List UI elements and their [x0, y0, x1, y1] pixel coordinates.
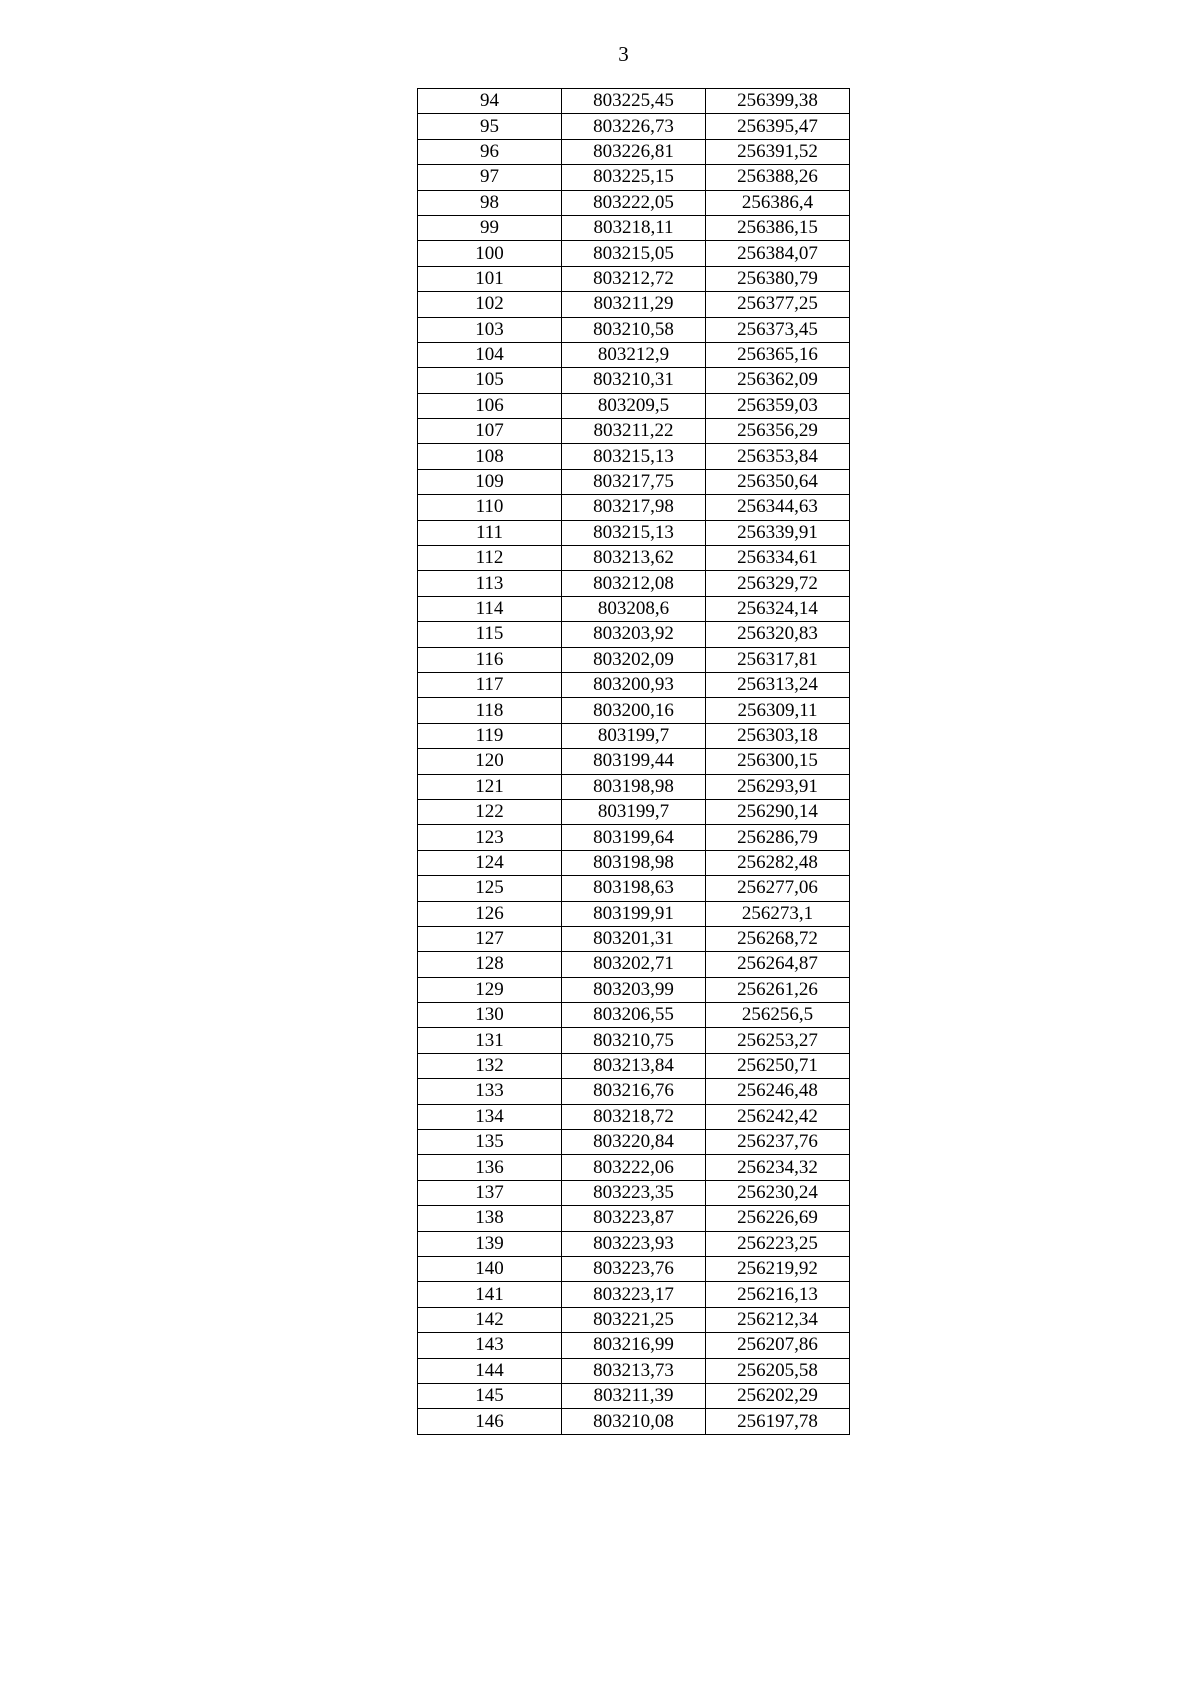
- x-coordinate-cell: 803213,62: [562, 546, 706, 571]
- x-coordinate-cell: 803206,55: [562, 1003, 706, 1028]
- y-coordinate-cell: 256290,14: [706, 799, 850, 824]
- x-coordinate-cell: 803212,9: [562, 342, 706, 367]
- page-number: 3: [618, 42, 629, 66]
- x-coordinate-cell: 803212,08: [562, 571, 706, 596]
- x-coordinate-cell: 803215,05: [562, 241, 706, 266]
- y-coordinate-cell: 256286,79: [706, 825, 850, 850]
- x-coordinate-cell: 803199,91: [562, 901, 706, 926]
- x-coordinate-cell: 803203,99: [562, 977, 706, 1002]
- y-coordinate-cell: 256273,1: [706, 901, 850, 926]
- table-row: [418, 698, 850, 723]
- y-coordinate-cell: 256293,91: [706, 774, 850, 799]
- x-coordinate-cell: 803217,75: [562, 469, 706, 494]
- table-row: [418, 393, 850, 418]
- point-number-cell: 142: [418, 1307, 562, 1332]
- y-coordinate-cell: 256277,06: [706, 876, 850, 901]
- table-row: [418, 1155, 850, 1180]
- x-coordinate-cell: 803217,98: [562, 495, 706, 520]
- point-number-cell: 140: [418, 1256, 562, 1281]
- point-number-cell: 114: [418, 596, 562, 621]
- y-coordinate-cell: 256197,78: [706, 1409, 850, 1434]
- point-number-cell: 98: [418, 190, 562, 215]
- point-number-cell: 130: [418, 1003, 562, 1028]
- table-row: [418, 1079, 850, 1104]
- y-coordinate-cell: 256216,13: [706, 1282, 850, 1307]
- point-number-cell: 112: [418, 546, 562, 571]
- table-row: [418, 1003, 850, 1028]
- x-coordinate-cell: 803218,11: [562, 215, 706, 240]
- y-coordinate-cell: 256362,09: [706, 368, 850, 393]
- x-coordinate-cell: 803211,22: [562, 419, 706, 444]
- point-number-cell: 103: [418, 317, 562, 342]
- point-number-cell: 129: [418, 977, 562, 1002]
- y-coordinate-cell: 256353,84: [706, 444, 850, 469]
- table-row: [418, 799, 850, 824]
- x-coordinate-cell: 803210,58: [562, 317, 706, 342]
- x-coordinate-cell: 803203,92: [562, 622, 706, 647]
- point-number-cell: 136: [418, 1155, 562, 1180]
- y-coordinate-cell: 256320,83: [706, 622, 850, 647]
- x-coordinate-cell: 803210,08: [562, 1409, 706, 1434]
- table-row: [418, 977, 850, 1002]
- y-coordinate-cell: 256324,14: [706, 596, 850, 621]
- x-coordinate-cell: 803213,84: [562, 1053, 706, 1078]
- table-row: [418, 876, 850, 901]
- x-coordinate-cell: 803211,29: [562, 292, 706, 317]
- x-coordinate-cell: 803226,73: [562, 114, 706, 139]
- point-number-cell: 143: [418, 1333, 562, 1358]
- y-coordinate-cell: 256202,29: [706, 1383, 850, 1408]
- y-coordinate-cell: 256359,03: [706, 393, 850, 418]
- x-coordinate-cell: 803202,09: [562, 647, 706, 672]
- point-number-cell: 124: [418, 850, 562, 875]
- y-coordinate-cell: 256242,42: [706, 1104, 850, 1129]
- point-number-cell: 138: [418, 1206, 562, 1231]
- x-coordinate-cell: 803210,75: [562, 1028, 706, 1053]
- y-coordinate-cell: 256391,52: [706, 139, 850, 164]
- x-coordinate-cell: 803225,15: [562, 165, 706, 190]
- table-row: [418, 571, 850, 596]
- x-coordinate-cell: 803198,98: [562, 774, 706, 799]
- point-number-cell: 100: [418, 241, 562, 266]
- table-row: [418, 165, 850, 190]
- table-row: [418, 1028, 850, 1053]
- y-coordinate-cell: 256219,92: [706, 1256, 850, 1281]
- point-number-cell: 137: [418, 1180, 562, 1205]
- x-coordinate-cell: 803199,7: [562, 799, 706, 824]
- point-number-cell: 139: [418, 1231, 562, 1256]
- x-coordinate-cell: 803216,99: [562, 1333, 706, 1358]
- point-number-cell: 115: [418, 622, 562, 647]
- x-coordinate-cell: 803216,76: [562, 1079, 706, 1104]
- point-number-cell: 141: [418, 1282, 562, 1307]
- table-row: [418, 1358, 850, 1383]
- y-coordinate-cell: 256313,24: [706, 672, 850, 697]
- y-coordinate-cell: 256399,38: [706, 89, 850, 114]
- table-row: [418, 1282, 850, 1307]
- x-coordinate-cell: 803199,44: [562, 749, 706, 774]
- point-number-cell: 121: [418, 774, 562, 799]
- x-coordinate-cell: 803210,31: [562, 368, 706, 393]
- table-row: [418, 850, 850, 875]
- point-number-cell: 144: [418, 1358, 562, 1383]
- x-coordinate-cell: 803220,84: [562, 1130, 706, 1155]
- y-coordinate-cell: 256226,69: [706, 1206, 850, 1231]
- x-coordinate-cell: 803218,72: [562, 1104, 706, 1129]
- point-number-cell: 106: [418, 393, 562, 418]
- x-coordinate-cell: 803223,35: [562, 1180, 706, 1205]
- y-coordinate-cell: 256230,24: [706, 1180, 850, 1205]
- table-row: [418, 444, 850, 469]
- y-coordinate-cell: 256212,34: [706, 1307, 850, 1332]
- table-row: [418, 1409, 850, 1434]
- point-number-cell: 132: [418, 1053, 562, 1078]
- point-number-cell: 120: [418, 749, 562, 774]
- y-coordinate-cell: 256384,07: [706, 241, 850, 266]
- table-row: [418, 342, 850, 367]
- y-coordinate-cell: 256334,61: [706, 546, 850, 571]
- point-number-cell: 107: [418, 419, 562, 444]
- x-coordinate-cell: 803212,72: [562, 266, 706, 291]
- table-row: [418, 89, 850, 114]
- y-coordinate-cell: 256253,27: [706, 1028, 850, 1053]
- table-row: [418, 825, 850, 850]
- table-row: [418, 749, 850, 774]
- table-row: [418, 139, 850, 164]
- point-number-cell: 123: [418, 825, 562, 850]
- y-coordinate-cell: 256256,5: [706, 1003, 850, 1028]
- table-row: [418, 1053, 850, 1078]
- table-row: [418, 672, 850, 697]
- point-number-cell: 94: [418, 89, 562, 114]
- table-row: [418, 1256, 850, 1281]
- x-coordinate-cell: 803201,31: [562, 926, 706, 951]
- x-coordinate-cell: 803223,76: [562, 1256, 706, 1281]
- table-row: [418, 368, 850, 393]
- y-coordinate-cell: 256234,32: [706, 1155, 850, 1180]
- table-row: [418, 774, 850, 799]
- y-coordinate-cell: 256246,48: [706, 1079, 850, 1104]
- x-coordinate-cell: 803215,13: [562, 520, 706, 545]
- point-number-cell: 104: [418, 342, 562, 367]
- y-coordinate-cell: 256282,48: [706, 850, 850, 875]
- x-coordinate-cell: 803222,05: [562, 190, 706, 215]
- table-row: [418, 1180, 850, 1205]
- point-number-cell: 97: [418, 165, 562, 190]
- y-coordinate-cell: 256317,81: [706, 647, 850, 672]
- table-row: [418, 292, 850, 317]
- point-number-cell: 99: [418, 215, 562, 240]
- coordinates-table: [417, 88, 850, 1435]
- table-row: [418, 1307, 850, 1332]
- table-row: [418, 215, 850, 240]
- x-coordinate-cell: 803223,17: [562, 1282, 706, 1307]
- point-number-cell: 122: [418, 799, 562, 824]
- x-coordinate-cell: 803198,63: [562, 876, 706, 901]
- point-number-cell: 135: [418, 1130, 562, 1155]
- y-coordinate-cell: 256207,86: [706, 1333, 850, 1358]
- x-coordinate-cell: 803222,06: [562, 1155, 706, 1180]
- y-coordinate-cell: 256344,63: [706, 495, 850, 520]
- y-coordinate-cell: 256380,79: [706, 266, 850, 291]
- table-row: [418, 190, 850, 215]
- y-coordinate-cell: 256250,71: [706, 1053, 850, 1078]
- point-number-cell: 96: [418, 139, 562, 164]
- table-row: [418, 647, 850, 672]
- x-coordinate-cell: 803200,16: [562, 698, 706, 723]
- table-row: [418, 469, 850, 494]
- x-coordinate-cell: 803223,93: [562, 1231, 706, 1256]
- y-coordinate-cell: 256395,47: [706, 114, 850, 139]
- point-number-cell: 133: [418, 1079, 562, 1104]
- y-coordinate-cell: 256350,64: [706, 469, 850, 494]
- y-coordinate-cell: 256339,91: [706, 520, 850, 545]
- x-coordinate-cell: 803199,64: [562, 825, 706, 850]
- coordinates-table-body: [418, 89, 850, 1435]
- table-row: [418, 1231, 850, 1256]
- x-coordinate-cell: 803209,5: [562, 393, 706, 418]
- point-number-cell: 102: [418, 292, 562, 317]
- point-number-cell: 131: [418, 1028, 562, 1053]
- table-row: [418, 952, 850, 977]
- y-coordinate-cell: 256223,25: [706, 1231, 850, 1256]
- table-row: [418, 1383, 850, 1408]
- y-coordinate-cell: 256386,15: [706, 215, 850, 240]
- table-row: [418, 622, 850, 647]
- x-coordinate-cell: 803198,98: [562, 850, 706, 875]
- point-number-cell: 95: [418, 114, 562, 139]
- x-coordinate-cell: 803200,93: [562, 672, 706, 697]
- point-number-cell: 134: [418, 1104, 562, 1129]
- point-number-cell: 118: [418, 698, 562, 723]
- x-coordinate-cell: 803225,45: [562, 89, 706, 114]
- y-coordinate-cell: 256356,29: [706, 419, 850, 444]
- table-row: [418, 723, 850, 748]
- table-row: [418, 241, 850, 266]
- x-coordinate-cell: 803213,73: [562, 1358, 706, 1383]
- table-row: [418, 419, 850, 444]
- point-number-cell: 126: [418, 901, 562, 926]
- point-number-cell: 105: [418, 368, 562, 393]
- point-number-cell: 101: [418, 266, 562, 291]
- point-number-cell: 111: [418, 520, 562, 545]
- table-row: [418, 1104, 850, 1129]
- point-number-cell: 125: [418, 876, 562, 901]
- x-coordinate-cell: 803215,13: [562, 444, 706, 469]
- table-row: [418, 1206, 850, 1231]
- x-coordinate-cell: 803208,6: [562, 596, 706, 621]
- point-number-cell: 117: [418, 672, 562, 697]
- table-row: [418, 266, 850, 291]
- x-coordinate-cell: 803226,81: [562, 139, 706, 164]
- table-row: [418, 926, 850, 951]
- table-row: [418, 520, 850, 545]
- point-number-cell: 116: [418, 647, 562, 672]
- x-coordinate-cell: 803211,39: [562, 1383, 706, 1408]
- table-row: [418, 1130, 850, 1155]
- y-coordinate-cell: 256237,76: [706, 1130, 850, 1155]
- table-row: [418, 114, 850, 139]
- table-row: [418, 495, 850, 520]
- y-coordinate-cell: 256268,72: [706, 926, 850, 951]
- y-coordinate-cell: 256386,4: [706, 190, 850, 215]
- point-number-cell: 128: [418, 952, 562, 977]
- y-coordinate-cell: 256329,72: [706, 571, 850, 596]
- y-coordinate-cell: 256309,11: [706, 698, 850, 723]
- y-coordinate-cell: 256264,87: [706, 952, 850, 977]
- point-number-cell: 110: [418, 495, 562, 520]
- table-row: [418, 317, 850, 342]
- table-row: [418, 546, 850, 571]
- x-coordinate-cell: 803223,87: [562, 1206, 706, 1231]
- y-coordinate-cell: 256300,15: [706, 749, 850, 774]
- point-number-cell: 145: [418, 1383, 562, 1408]
- point-number-cell: 108: [418, 444, 562, 469]
- point-number-cell: 113: [418, 571, 562, 596]
- y-coordinate-cell: 256205,58: [706, 1358, 850, 1383]
- point-number-cell: 119: [418, 723, 562, 748]
- y-coordinate-cell: 256261,26: [706, 977, 850, 1002]
- table-row: [418, 596, 850, 621]
- y-coordinate-cell: 256365,16: [706, 342, 850, 367]
- point-number-cell: 109: [418, 469, 562, 494]
- x-coordinate-cell: 803202,71: [562, 952, 706, 977]
- table-row: [418, 1333, 850, 1358]
- table-row: [418, 901, 850, 926]
- point-number-cell: 146: [418, 1409, 562, 1434]
- x-coordinate-cell: 803221,25: [562, 1307, 706, 1332]
- y-coordinate-cell: 256377,25: [706, 292, 850, 317]
- x-coordinate-cell: 803199,7: [562, 723, 706, 748]
- y-coordinate-cell: 256388,26: [706, 165, 850, 190]
- y-coordinate-cell: 256373,45: [706, 317, 850, 342]
- y-coordinate-cell: 256303,18: [706, 723, 850, 748]
- point-number-cell: 127: [418, 926, 562, 951]
